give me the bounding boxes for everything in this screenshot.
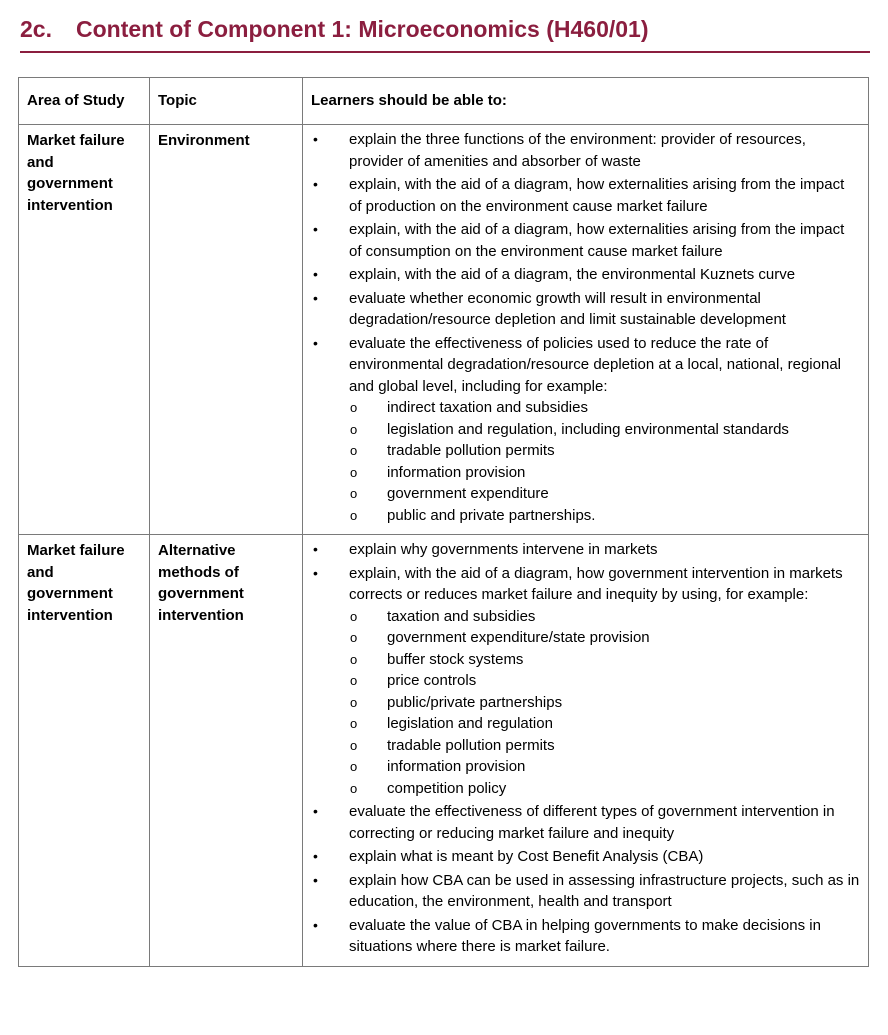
sub-outcome-text: information provision <box>387 758 526 775</box>
header-learners: Learners should be able to: <box>303 78 869 125</box>
sub-outcome-list <box>349 606 860 800</box>
bullet-icon: • <box>313 541 318 557</box>
outcome-item <box>311 264 860 286</box>
outcome-item <box>311 174 860 217</box>
sub-outcome-item <box>349 778 860 800</box>
header-area-of-study: Area of Study <box>19 78 150 125</box>
section-title: Content of Component 1: Microeconomics (H460/01) <box>76 16 649 42</box>
circle-bullet-icon: o <box>350 673 358 688</box>
area-of-study-cell: Market failure and government intervention <box>19 125 150 535</box>
bullet-icon: • <box>313 131 318 147</box>
bullet-icon: • <box>313 266 318 282</box>
sub-outcome-item <box>349 627 860 649</box>
table-body <box>19 125 869 967</box>
sub-outcome-text: legislation and regulation, including environmental standards <box>387 420 789 438</box>
table-header-row <box>19 78 869 125</box>
bullet-icon: • <box>313 221 318 237</box>
circle-bullet-icon: o <box>350 759 358 774</box>
outcome-text: explain why governments intervene in markets <box>349 541 658 558</box>
circle-bullet-icon: o <box>350 486 358 501</box>
circle-bullet-icon: o <box>350 630 358 645</box>
section-heading <box>20 15 870 53</box>
outcome-item <box>311 539 860 561</box>
circle-bullet-icon: o <box>350 400 358 415</box>
bullet-icon: • <box>313 334 318 351</box>
table-row <box>19 125 869 535</box>
outcome-item <box>311 288 860 331</box>
sub-outcome-item <box>349 649 860 671</box>
outcome-text: evaluate the value of CBA in helping governments to make decisions in situations where there is market failure. <box>349 916 821 955</box>
outcome-item <box>311 219 860 262</box>
circle-bullet-icon: o <box>350 443 358 458</box>
outcome-text: evaluate the effectiveness of different types of government intervention in correcting or reducing market failure and inequity <box>349 803 835 842</box>
header-topic: Topic <box>150 78 303 125</box>
bullet-icon: • <box>313 848 318 864</box>
sub-outcome-text: government expenditure <box>387 485 549 502</box>
sub-outcome-text: price controls <box>387 672 477 689</box>
topic-cell: Environment <box>150 125 303 535</box>
table-row <box>19 535 869 967</box>
sub-outcome-list <box>349 397 860 526</box>
circle-bullet-icon: o <box>350 464 358 480</box>
outcome-item <box>311 915 860 958</box>
sub-outcome-item <box>349 505 860 527</box>
learning-outcomes-cell <box>303 125 869 535</box>
circle-bullet-icon: o <box>350 780 358 796</box>
sub-outcome-item <box>349 483 860 505</box>
sub-outcome-text: public and private partnerships. <box>387 506 596 524</box>
sub-outcome-text: public/private partnerships <box>387 693 563 711</box>
outcome-item <box>311 870 860 913</box>
topic-cell: Alternative methods of government intervention <box>150 535 303 967</box>
circle-bullet-icon: o <box>350 737 358 753</box>
sub-outcome-item <box>349 670 860 692</box>
outcome-text: explain, with the aid of a diagram, how externalities arising from the impact of consumption on the environment cause market failure <box>349 221 845 260</box>
bullet-icon: • <box>313 176 318 192</box>
circle-bullet-icon: o <box>350 651 358 667</box>
sub-outcome-item <box>349 419 860 441</box>
circle-bullet-icon: o <box>350 608 358 624</box>
circle-bullet-icon: o <box>350 421 358 437</box>
outcome-list <box>311 539 860 958</box>
sub-outcome-text: competition policy <box>387 779 507 797</box>
outcome-text: explain what is meant by Cost Benefit Analysis (CBA) <box>349 848 704 865</box>
outcome-item <box>311 129 860 172</box>
outcome-item <box>311 846 860 868</box>
outcome-text: evaluate the effectiveness of policies used to reduce the rate of environmental degradation/resource depletion at a local, national, regional and global level, including for example: <box>349 334 841 395</box>
outcome-item <box>311 563 860 800</box>
circle-bullet-icon: o <box>350 716 358 731</box>
outcome-text: evaluate whether economic growth will result in environmental degradation/resource depletion and limit sustainable development <box>349 289 786 328</box>
sub-outcome-item <box>349 606 860 628</box>
circle-bullet-icon: o <box>350 507 358 523</box>
section-number: 2c. <box>20 16 52 42</box>
outcome-text: explain how CBA can be used in assessing infrastructure projects, such as in education, the environment, health and transport <box>349 871 860 910</box>
sub-outcome-text: buffer stock systems <box>387 650 524 668</box>
outcome-item <box>311 801 860 844</box>
sub-outcome-text: taxation and subsidies <box>387 607 536 625</box>
outcome-text: explain, with the aid of a diagram, the environmental Kuznets curve <box>349 266 796 283</box>
sub-outcome-item <box>349 713 860 735</box>
outcome-item <box>311 333 860 527</box>
learning-outcomes-cell <box>303 535 869 967</box>
sub-outcome-text: government expenditure/state provision <box>387 629 650 646</box>
bullet-icon: • <box>313 916 318 933</box>
sub-outcome-text: tradable pollution permits <box>387 442 555 459</box>
area-of-study-cell: Market failure and government intervention <box>19 535 150 967</box>
sub-outcome-text: information provision <box>387 463 526 481</box>
sub-outcome-item <box>349 692 860 714</box>
sub-outcome-item <box>349 397 860 419</box>
bullet-icon: • <box>313 564 318 581</box>
sub-outcome-item <box>349 462 860 484</box>
bullet-icon: • <box>313 289 318 306</box>
sub-outcome-item <box>349 735 860 757</box>
sub-outcome-item <box>349 756 860 778</box>
content-table <box>18 77 869 967</box>
outcome-list <box>311 129 860 526</box>
circle-bullet-icon: o <box>350 694 358 710</box>
sub-outcome-text: indirect taxation and subsidies <box>387 399 588 416</box>
sub-outcome-text: tradable pollution permits <box>387 736 555 754</box>
bullet-icon: • <box>313 871 318 888</box>
sub-outcome-item <box>349 440 860 462</box>
sub-outcome-text: legislation and regulation <box>387 715 553 732</box>
outcome-text: explain, with the aid of a diagram, how government intervention in markets corrects or reduces market failure and inequity by using, for example: <box>349 564 843 603</box>
outcome-text: explain, with the aid of a diagram, how externalities arising from the impact of production on the environment cause market failure <box>349 176 845 215</box>
outcome-text: explain the three functions of the environment: provider of resources, provider of amenities and absorber of waste <box>349 131 806 170</box>
bullet-icon: • <box>313 803 318 819</box>
